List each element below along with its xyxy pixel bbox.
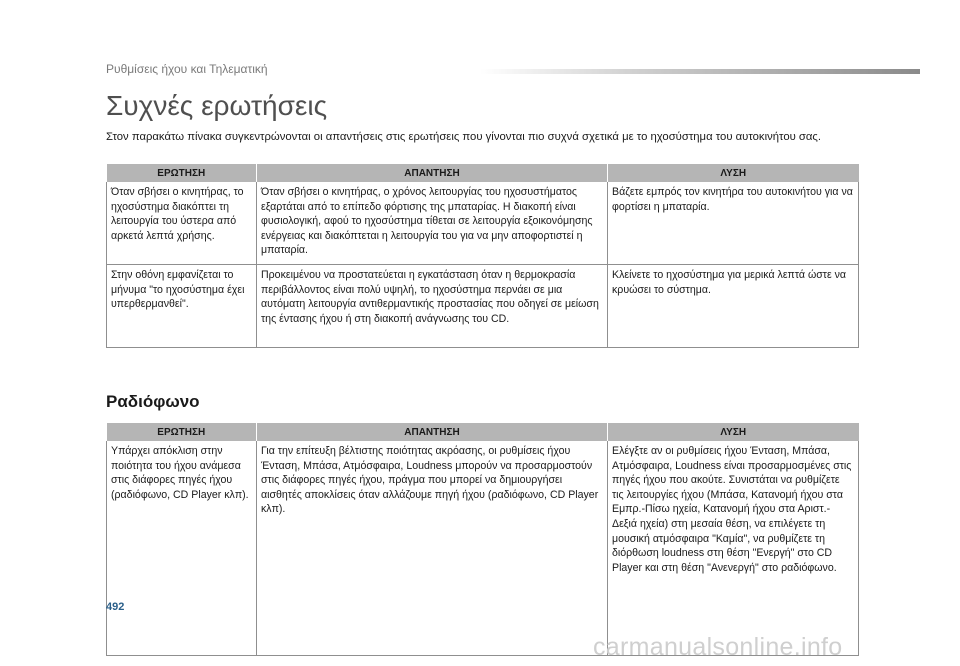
answer-cell: Για την επίτευξη βέλτιστης ποιότητας ακρόασης, οι ρυθμίσεις ήχου Ένταση, Μπάσα, Ατμόσφαιρα, Loudness μπορούν να προσαρμοστούν στις διάφορες πηγές ήχου, πράγμα που μπορεί να δημιουργήσει αισθητές αποκλίσεις όταν αλλάζουμε πηγή ήχου (ραδιόφωνο, CD Player κλπ). — [257, 441, 608, 656]
solution-cell: Κλείνετε το ηχοσύστημα για μερικά λεπτά ώστε να κρυώσει το σύστημα. — [608, 265, 859, 348]
header-divider — [480, 69, 920, 74]
header-section-label: Ρυθμίσεις ήχου και Τηλεματική — [106, 62, 268, 76]
column-header-solution: ΛΥΣΗ — [608, 423, 859, 441]
table-row — [107, 441, 859, 656]
table-row — [107, 265, 859, 348]
answer-cell: Όταν σβήσει ο κινητήρας, ο χρόνος λειτουργίας του ηχοσυστήματος εξαρτάται από το επίπεδο φόρτισης της μπαταρίας. Η διακοπή είναι φυσιολογική, αφού το ηχοσύστημα τίθεται σε λειτουργία εξοικονόμησης ενέργειας και διακόπτεται η λειτουργία του για να μην αποφορτιστεί η μπαταρία. — [257, 182, 608, 265]
column-header-answer: ΑΠΑΝΤΗΣΗ — [257, 164, 608, 182]
solution-cell: Ελέγξτε αν οι ρυθμίσεις ήχου Ένταση, Μπάσα, Ατμόσφαιρα, Loudness είναι προσαρμοσμένες στις πηγές ήχου που ακούτε. Συνιστάται να ρυθμίζετε τις λειτουργίες ήχου (Μπάσα, Κατανομή ήχου στα Εμπρ.-Πίσω ηχεία, Κατανομή ήχου στα Αριστ.-Δεξιά ηχεία) στη μεσαία θέση, να επιλέγετε τη μουσική ατμόσφαιρα "Καμία", να ρυθμίζετε τη διόρθωση loudness στη θέση "Ενεργή" στο CD Player και στη θέση "Ανενεργή" στο ραδιόφωνο. — [608, 441, 859, 656]
table-header-row — [107, 164, 859, 182]
question-cell: Όταν σβήσει ο κινητήρας, το ηχοσύστημα διακόπτει τη λειτουργία του ύστερα από αρκετά λεπτά χρήσης. — [107, 182, 257, 265]
faq-table-radio — [106, 423, 859, 656]
watermark-text: carmanualsonline.info — [593, 633, 843, 661]
column-header-question: ΕΡΩΤΗΣΗ — [107, 164, 257, 182]
faq-table-general — [106, 164, 859, 348]
answer-cell: Προκειμένου να προστατεύεται η εγκατάσταση όταν η θερμοκρασία περιβάλλοντος είναι πολύ υψηλή, το ηχοσύστημα περνάει σε μια αυτόματη λειτουργία αντιθερμαντικής προστασίας που οδηγεί σε μείωση της έντασης ήχου ή στη διακοπή ανάγνωσης του CD. — [257, 265, 608, 348]
column-header-answer: ΑΠΑΝΤΗΣΗ — [257, 423, 608, 441]
table-row — [107, 182, 859, 265]
intro-text: Στον παρακάτω πίνακα συγκεντρώνονται οι απαντήσεις στις ερωτήσεις που γίνονται πιο συχνά σχετικά με το ηχοσύστημα του αυτοκινήτου σας. — [106, 131, 822, 143]
column-header-solution: ΛΥΣΗ — [608, 164, 859, 182]
column-header-question: ΕΡΩΤΗΣΗ — [107, 423, 257, 441]
page-title: Συχνές ερωτήσεις — [106, 90, 328, 121]
question-cell: Στην οθόνη εμφανίζεται το μήνυμα "το ηχοσύστημα έχει υπερθερμανθεί". — [107, 265, 257, 348]
section-title-radio: Ραδιόφωνο — [106, 392, 200, 411]
page-number: 492 — [106, 601, 125, 613]
solution-cell: Βάζετε εμπρός τον κινητήρα του αυτοκινήτου για να φορτίσει η μπαταρία. — [608, 182, 859, 265]
table-header-row — [107, 423, 859, 441]
question-cell: Υπάρχει απόκλιση στην ποιότητα του ήχου ανάμεσα στις διάφορες πηγές ήχου (ραδιόφωνο, CD Player κλπ). — [107, 441, 257, 656]
